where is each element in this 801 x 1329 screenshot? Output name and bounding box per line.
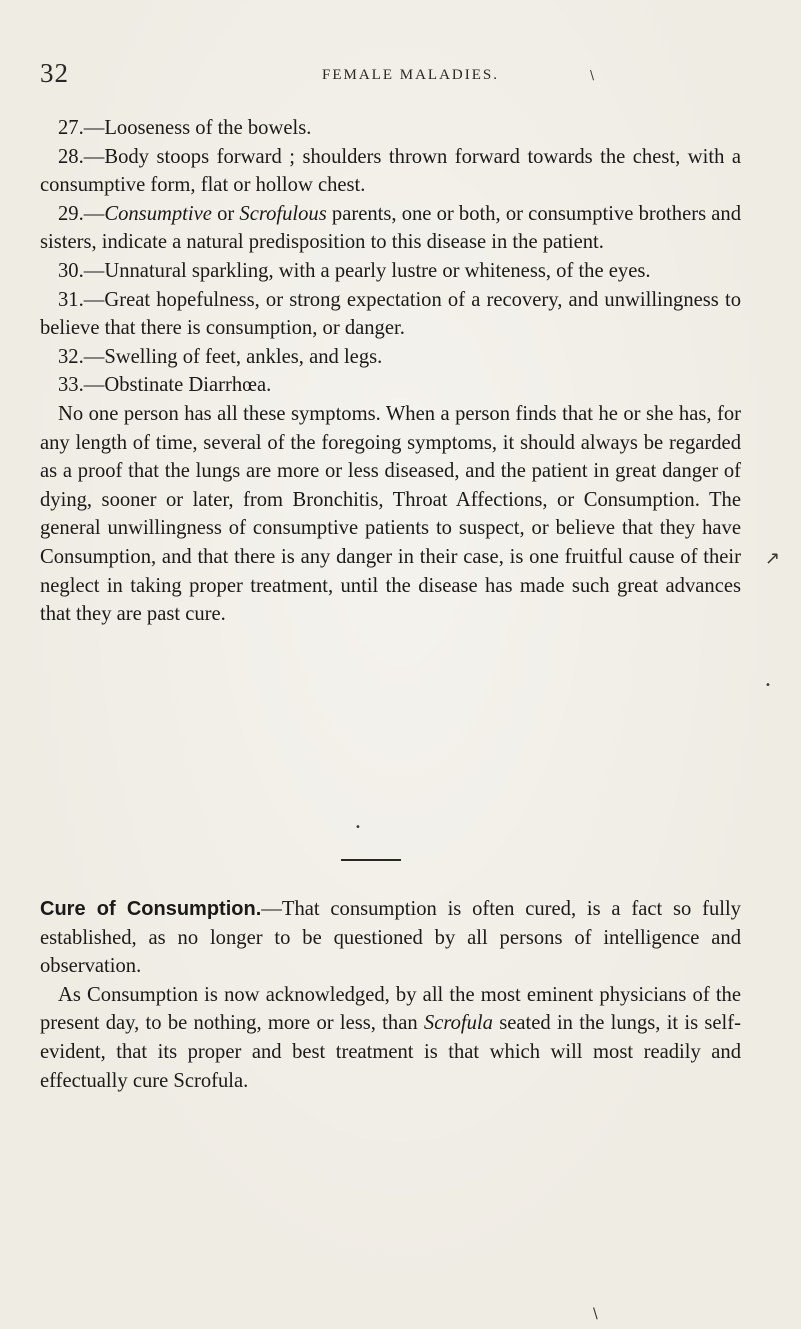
symptom-list [40, 114, 741, 629]
symptom-27: 27.—Looseness of the bowels. [58, 117, 312, 139]
symptom-29-conjunction: or [211, 202, 240, 225]
page-number: 32 [40, 58, 69, 88]
symptom-30: 30.—Unnatural sparkling, with a pearly lustre or whiteness, of the eyes. [58, 259, 651, 282]
ink-speck: • [765, 680, 771, 691]
section-divider [341, 859, 401, 861]
ink-speck: • [355, 822, 361, 833]
cure-para2-start: As Consumption is now acknowledged, by all the most eminent physicians of the present day, to be nothing, more or less, than [40, 983, 741, 1035]
symptom-28: 28.—Body stoops forward ; shoulders thrown forward towards the chest, with a consumptive form, flat or hollow chest. [40, 145, 741, 197]
page-header [40, 58, 760, 98]
symptom-29-rest: parents, one or both, or consumptive brothers and sisters, indicate a natural predisposition to this disease in the patient. [40, 202, 741, 254]
symptom-33: 33.—Obstinate Diarrhœa. [58, 374, 272, 397]
margin-mark: ↗ [765, 548, 781, 569]
cure-para1-text: —That consumption is often cured, is a fact so fully established, as no longer to be questioned by all persons of intelligence and observation. [40, 898, 741, 978]
symptom-29-number: 29.— [58, 202, 105, 225]
cure-para2-scrofula: Scrofula [423, 1012, 493, 1035]
cure-para2-end: seated in the lungs, it is self-evident, that its proper and best treatment is that which will most readily and effectually cure Scrofula. [40, 1012, 741, 1092]
summary-paragraph: No one person has all these symptoms. When a person finds that he or she has, for any length of time, several of the foregoing symptoms, it should always be regarded as a proof that the lungs are more or less diseased, and the patient in great danger of dying, sooner or later, from Bronchitis, Throat Affections, or Consumption. The general unwillingness of consumptive patients to suspect, or believe that they have Consumption, and that there is any danger in their case, is one fruitful cause of their neglect in taking proper treatment, until the disease has made such great advances that they are past cure. [40, 402, 741, 626]
cure-paragraph-2 [40, 981, 741, 1095]
symptom-29 [40, 200, 741, 257]
symptom-29-term-scrofulous: Scrofulous [239, 202, 327, 225]
cure-paragraph-1 [40, 895, 741, 981]
cure-section [40, 895, 741, 1095]
running-title: FEMALE MALADIES. [322, 67, 499, 83]
cure-heading: Cure of Consumption. [40, 898, 262, 920]
symptom-29-term-consumptive: Consumptive [104, 202, 212, 225]
ink-mark: \ [590, 68, 595, 82]
ink-mark: \ [593, 1306, 598, 1322]
symptom-32: 32.—Swelling of feet, ankles, and legs. [58, 345, 383, 368]
symptom-31: 31.—Great hopefulness, or strong expectation of a recovery, and unwillingness to believe that there is consumption, or danger. [40, 288, 741, 340]
